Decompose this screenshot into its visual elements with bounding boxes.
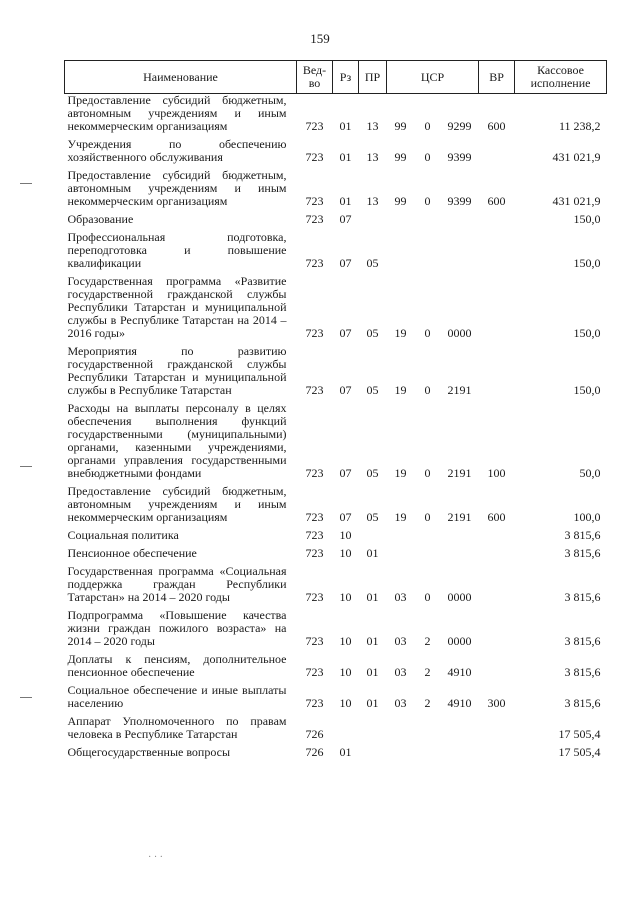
row-name: Расходы на выплаты персоналу в целях обеспечения выполнения функций государственными (муниципальными) органами, казенными учреждениями, органами управления государственными внебюджетными фондами: [67, 401, 287, 480]
row-name: Государственная программа «Социальная поддержка граждан Республики Татарстан» на 2014 – 2020 годы: [67, 564, 287, 604]
row-vr: 600: [487, 510, 506, 524]
table-row: [65, 226, 607, 270]
row-csr-program: 03: [394, 590, 407, 604]
header-pr: ПР: [359, 61, 387, 94]
table-header: [65, 61, 607, 94]
row-vr: 600: [487, 194, 506, 208]
row-name: Социальная политика: [67, 528, 179, 542]
row-csr-subprogram: 2: [424, 696, 431, 710]
row-pr: [359, 710, 387, 741]
row-amount: 100,0: [573, 510, 601, 524]
table-row: [65, 480, 607, 524]
header-ved: [297, 61, 333, 94]
row-vr: 100: [487, 466, 506, 480]
row-csr-program: [387, 208, 415, 226]
table-row: [65, 710, 607, 741]
row-ved: 723: [305, 119, 324, 133]
table-row: [65, 270, 607, 340]
row-csr-direction: 4910: [447, 665, 472, 679]
row-ved: 723: [305, 326, 324, 340]
row-name: Предоставление субсидий бюджетным, автономным учреждениям и иным некоммерческим организациям: [67, 93, 287, 133]
row-amount: 11 238,2: [558, 119, 601, 133]
table-row: [65, 340, 607, 397]
row-csr-subprogram: 0: [424, 150, 431, 164]
row-name: Пенсионное обеспечение: [67, 546, 197, 560]
row-csr-direction: 9399: [447, 150, 472, 164]
row-amount: 3 815,6: [564, 546, 601, 560]
row-pr: 01: [366, 634, 379, 648]
row-csr-subprogram: [415, 208, 441, 226]
row-name: Социальное обеспечение и иные выплаты населению: [67, 683, 287, 710]
row-vr: [479, 208, 515, 226]
row-name: Подпрограмма «Повышение качества жизни граждан пожилого возраста» на 2014 – 2020 годы: [67, 608, 287, 648]
scan-mark: · · ·: [148, 852, 163, 863]
header-vr: ВР: [479, 61, 515, 94]
row-csr-program: [387, 741, 415, 759]
header-ved-top: Вед-: [302, 63, 327, 77]
row-ved: 723: [305, 528, 324, 542]
row-csr-direction: 2191: [447, 383, 472, 397]
row-ved: 723: [305, 194, 324, 208]
row-csr-direction: 0000: [447, 326, 472, 340]
row-csr-program: 03: [394, 696, 407, 710]
row-csr-subprogram: 0: [424, 466, 431, 480]
page-number: 159: [310, 31, 330, 46]
row-rz: 07: [339, 326, 352, 340]
row-amount: 3 815,6: [564, 634, 601, 648]
row-csr-subprogram: 0: [424, 119, 431, 133]
row-vr: [479, 340, 515, 397]
header-name: Наименование: [65, 61, 297, 94]
header-rz: Рз: [333, 61, 359, 94]
row-pr: 05: [366, 326, 379, 340]
scan-mark: [20, 466, 32, 467]
header-execution: [515, 61, 607, 94]
row-csr-direction: 0000: [447, 590, 472, 604]
row-csr-direction: 4910: [447, 696, 472, 710]
row-csr-direction: 0000: [447, 634, 472, 648]
row-csr-program: 03: [394, 634, 407, 648]
row-csr-program: [387, 226, 415, 270]
row-ved: 723: [305, 510, 324, 524]
table-row: [65, 741, 607, 759]
row-ved: 726: [305, 727, 324, 741]
table-row: [65, 604, 607, 648]
row-pr: [359, 208, 387, 226]
row-csr-direction: [441, 524, 479, 542]
row-name: Предоставление субсидий бюджетным, автономным учреждениям и иным некоммерческим организациям: [67, 484, 287, 524]
row-ved: 723: [305, 696, 324, 710]
row-name: Общегосударственные вопросы: [67, 745, 231, 759]
row-csr-subprogram: 0: [424, 510, 431, 524]
row-pr: [359, 741, 387, 759]
row-rz: 10: [339, 696, 352, 710]
row-amount: 17 505,4: [558, 727, 601, 741]
row-csr-direction: [441, 741, 479, 759]
row-csr-direction: 9299: [447, 119, 472, 133]
row-vr: [479, 648, 515, 679]
row-name: Государственная программа «Развитие государственной гражданской службы Республики Татарстан и муниципальной службы в Республике Татарстан на 2014 – 2016 годы»: [67, 274, 287, 340]
row-rz: 07: [339, 466, 352, 480]
row-csr-direction: 2191: [447, 510, 472, 524]
row-ved: 723: [305, 383, 324, 397]
scan-mark: [20, 697, 32, 698]
row-ved: 723: [305, 546, 324, 560]
row-pr: [359, 524, 387, 542]
row-rz: 01: [339, 150, 352, 164]
row-csr-subprogram: 0: [424, 326, 431, 340]
scan-mark: [20, 183, 32, 184]
row-csr-program: 99: [394, 119, 407, 133]
row-name: Учреждения по обеспечению хозяйственного обслуживания: [67, 137, 287, 164]
row-csr-subprogram: [415, 710, 441, 741]
table-row: [65, 94, 607, 134]
row-amount: 3 815,6: [564, 590, 601, 604]
row-amount: 3 815,6: [564, 528, 601, 542]
row-csr-program: 19: [394, 383, 407, 397]
row-rz: 10: [339, 634, 352, 648]
row-name: Мероприятия по развитию государственной гражданской службы Республики Татарстан и муниципальной службы в Республике Татарстан: [67, 344, 287, 397]
row-ved: 723: [305, 590, 324, 604]
header-csr: ЦСР: [387, 61, 479, 94]
row-amount: 150,0: [573, 383, 601, 397]
row-csr-subprogram: 2: [424, 634, 431, 648]
row-name: Доплаты к пенсиям, дополнительное пенсионное обеспечение: [67, 652, 287, 679]
row-name: Аппарат Уполномоченного по правам человека в Республике Татарстан: [67, 714, 287, 741]
header-execution-bottom: исполнение: [530, 76, 591, 90]
row-amount: 431 021,9: [552, 150, 601, 164]
row-ved: 723: [305, 212, 324, 226]
row-csr-subprogram: [415, 524, 441, 542]
row-csr-program: 19: [394, 466, 407, 480]
row-pr: 01: [366, 696, 379, 710]
row-pr: 13: [366, 194, 379, 208]
row-amount: 150,0: [573, 212, 601, 226]
row-amount: 150,0: [573, 256, 601, 270]
row-rz: 07: [339, 383, 352, 397]
row-rz: 07: [339, 510, 352, 524]
row-vr: [479, 741, 515, 759]
row-vr: 300: [487, 696, 506, 710]
row-pr: 13: [366, 150, 379, 164]
row-amount: 17 505,4: [558, 745, 601, 759]
row-pr: 01: [366, 546, 379, 560]
row-name: Профессиональная подготовка, переподготовка и повышение квалификации: [67, 230, 287, 270]
row-rz: 01: [339, 194, 352, 208]
row-csr-program: [387, 542, 415, 560]
row-vr: [479, 542, 515, 560]
row-csr-program: 19: [394, 510, 407, 524]
row-vr: [479, 524, 515, 542]
row-name: Предоставление субсидий бюджетным, автономным учреждениям и иным некоммерческим организациям: [67, 168, 287, 208]
row-name: Образование: [67, 212, 134, 226]
row-rz: 10: [339, 528, 352, 542]
table-body: [65, 94, 607, 760]
header-execution-top: Кассовое: [537, 63, 584, 77]
row-vr: [479, 226, 515, 270]
table-row: [65, 208, 607, 226]
table-row: [65, 648, 607, 679]
row-ved: 726: [305, 745, 324, 759]
row-csr-program: 03: [394, 665, 407, 679]
row-vr: [479, 604, 515, 648]
row-rz: 01: [339, 745, 352, 759]
row-csr-direction: [441, 710, 479, 741]
table-row: [65, 133, 607, 164]
row-ved: 723: [305, 256, 324, 270]
table-row: [65, 679, 607, 710]
row-csr-program: 99: [394, 150, 407, 164]
row-csr-direction: [441, 542, 479, 560]
row-ved: 723: [305, 466, 324, 480]
row-rz: 10: [339, 590, 352, 604]
row-csr-direction: [441, 226, 479, 270]
row-rz: 10: [339, 546, 352, 560]
row-pr: 05: [366, 466, 379, 480]
table-row: [65, 542, 607, 560]
row-pr: 05: [366, 510, 379, 524]
row-csr-subprogram: [415, 741, 441, 759]
row-rz: 01: [339, 119, 352, 133]
row-rz: 07: [339, 212, 352, 226]
row-rz: [333, 710, 359, 741]
row-csr-subprogram: 0: [424, 590, 431, 604]
row-ved: 723: [305, 150, 324, 164]
row-csr-program: 99: [394, 194, 407, 208]
table-row: [65, 164, 607, 208]
row-vr: 600: [487, 119, 506, 133]
row-amount: 50,0: [579, 466, 601, 480]
row-amount: 431 021,9: [552, 194, 601, 208]
row-pr: 05: [366, 256, 379, 270]
table-row: [65, 397, 607, 480]
row-csr-direction: 9399: [447, 194, 472, 208]
row-csr-subprogram: 0: [424, 194, 431, 208]
row-csr-subprogram: [415, 226, 441, 270]
row-pr: 13: [366, 119, 379, 133]
row-pr: 01: [366, 590, 379, 604]
row-ved: 723: [305, 634, 324, 648]
row-csr-program: [387, 524, 415, 542]
row-csr-direction: [441, 208, 479, 226]
row-csr-program: 19: [394, 326, 407, 340]
row-ved: 723: [305, 665, 324, 679]
row-csr-direction: 2191: [447, 466, 472, 480]
row-amount: 3 815,6: [564, 665, 601, 679]
row-rz: 10: [339, 665, 352, 679]
row-csr-subprogram: 0: [424, 383, 431, 397]
row-pr: 01: [366, 665, 379, 679]
row-vr: [479, 133, 515, 164]
table-row: [65, 560, 607, 604]
row-csr-subprogram: 2: [424, 665, 431, 679]
table-row: [65, 524, 607, 542]
row-rz: 07: [339, 256, 352, 270]
header-ved-bottom: во: [308, 76, 321, 90]
row-pr: 05: [366, 383, 379, 397]
row-amount: 3 815,6: [564, 696, 601, 710]
budget-table: [64, 60, 607, 759]
row-csr-subprogram: [415, 542, 441, 560]
row-vr: [479, 710, 515, 741]
row-csr-program: [387, 710, 415, 741]
row-vr: [479, 270, 515, 340]
row-vr: [479, 560, 515, 604]
row-amount: 150,0: [573, 326, 601, 340]
